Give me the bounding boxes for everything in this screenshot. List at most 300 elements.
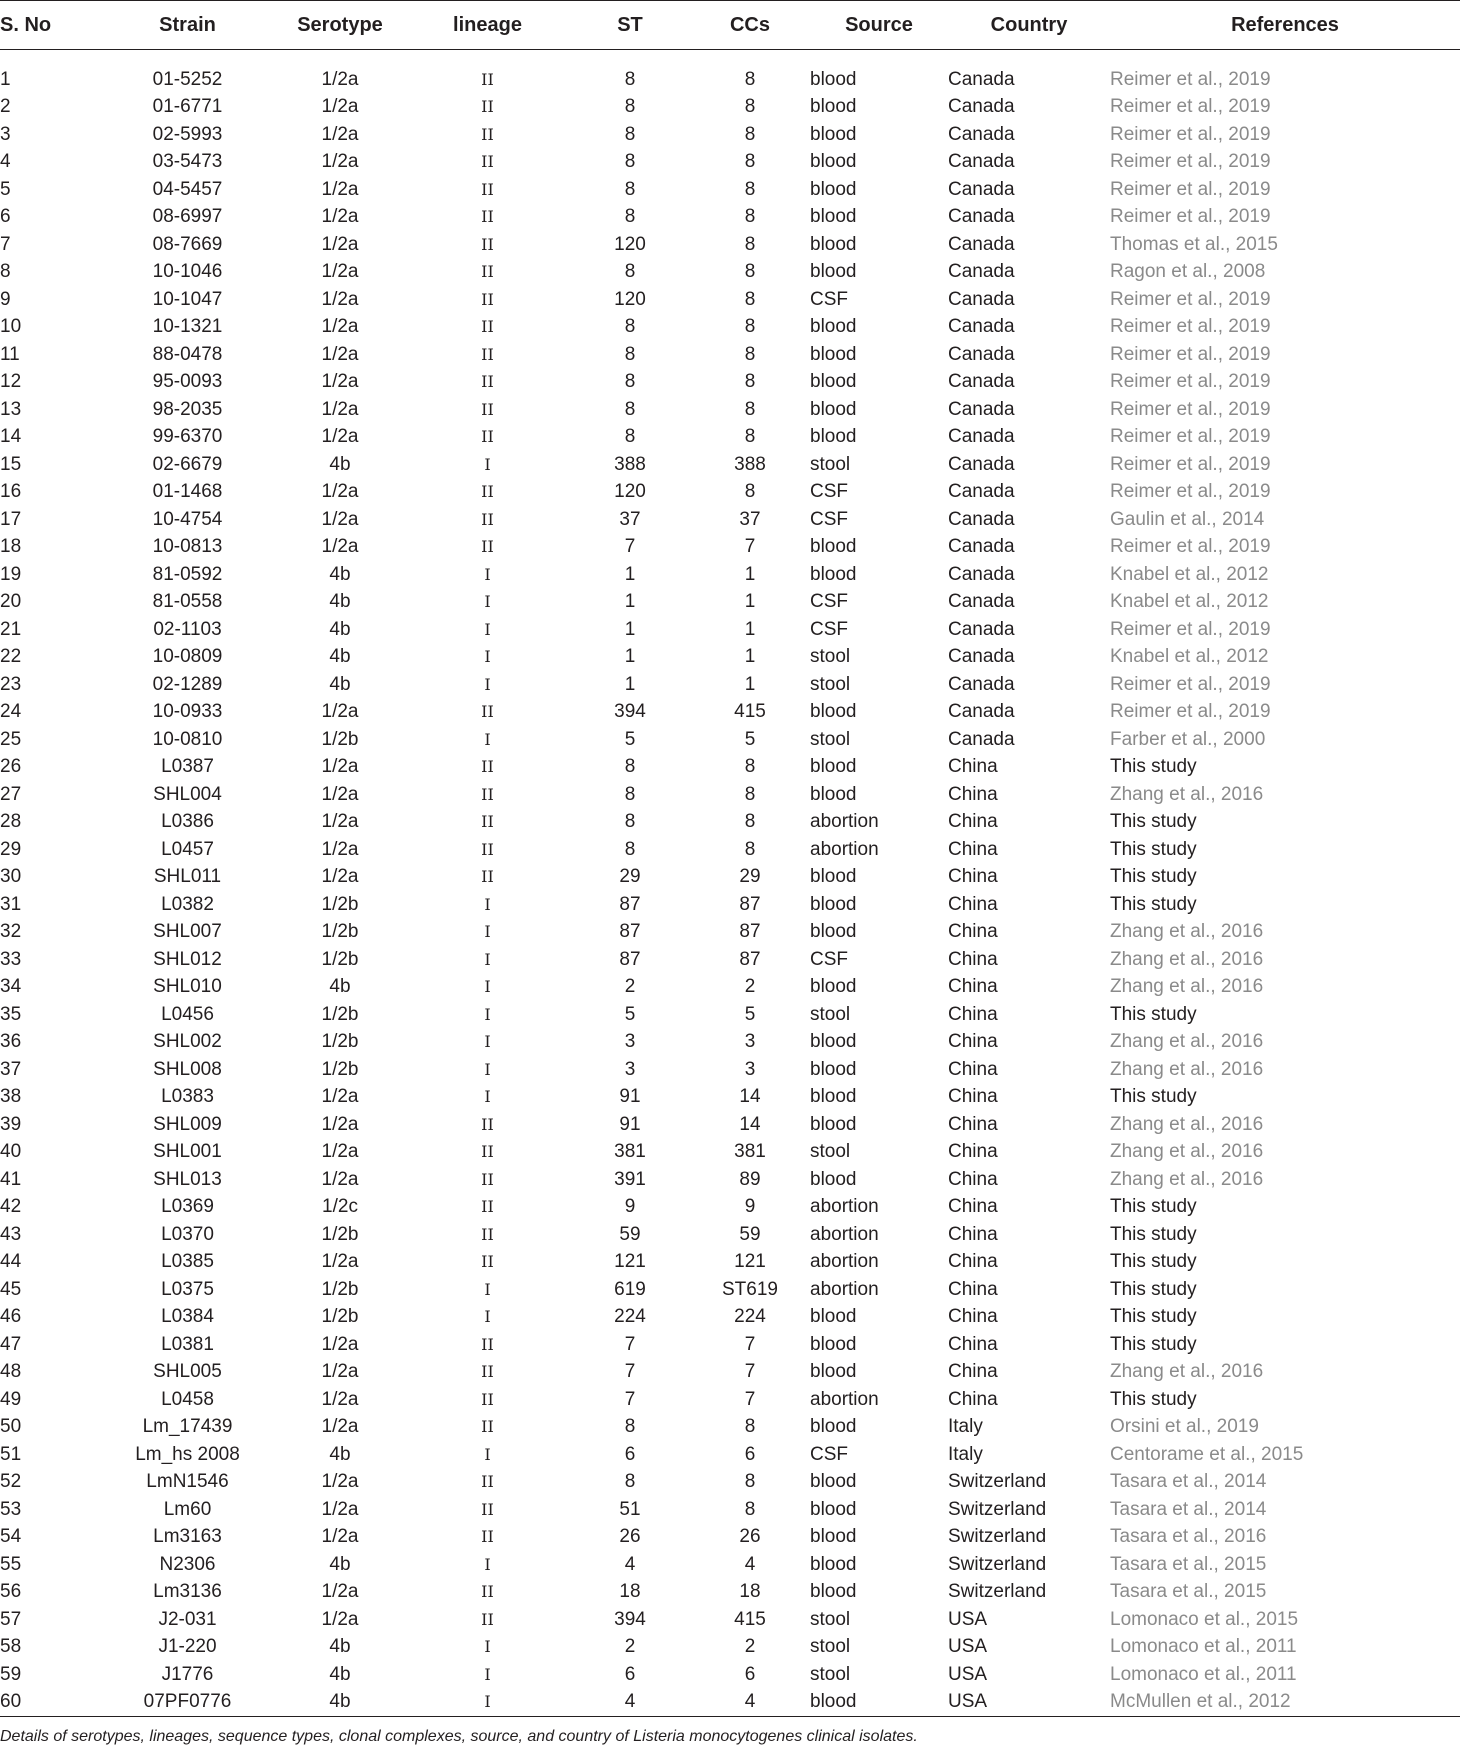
cell-ccs: 2 xyxy=(744,976,756,998)
cell-ccs: 2 xyxy=(744,1636,756,1658)
cell-country: Canada xyxy=(948,591,1015,613)
cell-source: blood xyxy=(810,1306,857,1328)
cell-reference: Orsini et al., 2019 xyxy=(1110,1416,1259,1438)
cell-st: 1 xyxy=(624,673,636,695)
cell-st: 619 xyxy=(614,1278,646,1300)
cell-strain: SHL008 xyxy=(153,1058,222,1080)
cell-serotype: 1/2a xyxy=(321,1581,359,1603)
table-row xyxy=(0,946,1460,974)
cell-reference: Reimer et al., 2019 xyxy=(1110,68,1271,90)
cell-ccs: 224 xyxy=(734,1306,766,1328)
cell-ccs: 388 xyxy=(734,453,766,475)
cell-reference: Lomonaco et al., 2011 xyxy=(1110,1663,1297,1685)
table-row xyxy=(0,1084,1460,1112)
cell-strain: SHL004 xyxy=(153,783,222,805)
cell-serotype: 1/2a xyxy=(321,701,359,723)
cell-serotype: 4b xyxy=(329,1443,351,1465)
cell-ccs: 4 xyxy=(690,1689,810,1717)
cell-source: blood xyxy=(810,1471,857,1493)
cell-st: 381 xyxy=(614,1141,646,1163)
cell-ccs: 415 xyxy=(734,1608,766,1630)
cell-lineage: I xyxy=(484,1554,491,1574)
cell-sno: 18 xyxy=(0,536,22,558)
cell-lineage: I xyxy=(484,894,491,914)
cell-ccs: 3 xyxy=(744,1058,756,1080)
cell-country: Italy xyxy=(948,1443,983,1465)
cell-reference: Centorame et al., 2015 xyxy=(1110,1443,1304,1465)
cell-source: stool xyxy=(810,646,851,668)
cell-strain: L0386 xyxy=(161,811,214,833)
cell-reference: Zhang et al., 2016 xyxy=(1110,921,1264,943)
cell-source: stool xyxy=(810,673,851,695)
cell-sno: 14 xyxy=(0,426,22,448)
cell-source: CSF xyxy=(810,288,848,310)
cell-ccs: 5 xyxy=(744,728,756,750)
cell-lineage: II xyxy=(481,152,494,172)
cell-strain: LmN1546 xyxy=(146,1471,229,1493)
cell-source: abortion xyxy=(810,811,879,833)
cell-sno: 52 xyxy=(0,1471,22,1493)
cell-lineage: II xyxy=(481,207,494,227)
cell-sno: 32 xyxy=(0,921,22,943)
cell-sno: 13 xyxy=(0,398,22,420)
table-row xyxy=(0,781,1460,809)
cell-country: China xyxy=(948,921,998,943)
cell-ccs: 14 xyxy=(739,1086,761,1108)
cell-country: Switzerland xyxy=(948,1581,1047,1603)
cell-reference: This study xyxy=(1110,1388,1197,1410)
table-row xyxy=(0,1524,1460,1552)
cell-st: 8 xyxy=(624,261,636,283)
cell-strain: Lm3163 xyxy=(153,1526,222,1548)
cell-source: blood xyxy=(810,1113,857,1135)
cell-serotype: 1/2c xyxy=(322,1196,358,1218)
cell-country: Canada xyxy=(948,151,1015,173)
cell-reference: Zhang et al., 2016 xyxy=(1110,1361,1264,1383)
cell-ccs: 8 xyxy=(744,151,756,173)
cell-strain: Lm60 xyxy=(163,1498,212,1520)
cell-serotype: 1/2b xyxy=(321,1223,359,1245)
table-row xyxy=(0,176,1460,204)
cell-serotype: 1/2a xyxy=(321,343,359,365)
cell-lineage: I xyxy=(484,1307,491,1327)
cell-country: Canada xyxy=(948,96,1015,118)
cell-source: abortion xyxy=(810,1251,879,1273)
cell-country: China xyxy=(948,976,998,998)
cell-reference: Zhang et al., 2016 xyxy=(1110,1058,1264,1080)
cell-st: 6 xyxy=(624,1443,636,1465)
cell-country: China xyxy=(948,838,998,860)
cell-country: China xyxy=(948,948,998,970)
table-row xyxy=(0,1056,1460,1084)
cell-st: 120 xyxy=(614,481,646,503)
cell-lineage: I xyxy=(484,619,491,639)
cell-st: 394 xyxy=(614,1608,646,1630)
cell-source: blood xyxy=(810,1581,857,1603)
table-row xyxy=(0,561,1460,589)
cell-strain: N2306 xyxy=(159,1553,216,1575)
cell-source: stool xyxy=(810,1141,851,1163)
cell-serotype: 1/2a xyxy=(321,756,359,778)
cell-serotype: 4b xyxy=(329,673,351,695)
cell-reference: Knabel et al., 2012 xyxy=(1110,646,1269,668)
cell-lineage: II xyxy=(481,1362,494,1382)
cell-st: 8 xyxy=(624,316,636,338)
cell-sno: 3 xyxy=(0,123,11,145)
cell-country: Canada xyxy=(948,343,1015,365)
cell-st: 1 xyxy=(624,563,636,585)
table-row xyxy=(0,121,1460,149)
cell-ccs: 18 xyxy=(739,1581,761,1603)
cell-country: Canada xyxy=(948,123,1015,145)
cell-serotype: 1/2a xyxy=(321,1168,359,1190)
cell-lineage: I xyxy=(484,922,491,942)
cell-strain: 07PF0776 xyxy=(100,1689,275,1717)
cell-reference: This study xyxy=(1110,1306,1197,1328)
cell-lineage: II xyxy=(481,69,494,89)
cell-ccs: 8 xyxy=(744,96,756,118)
cell-st: 87 xyxy=(619,921,641,943)
cell-sno: 19 xyxy=(0,563,22,585)
cell-country: Canada xyxy=(948,68,1015,90)
cell-source: abortion xyxy=(810,1196,879,1218)
cell-country: China xyxy=(948,1251,998,1273)
cell-ccs: 14 xyxy=(739,1113,761,1135)
cell-serotype: 1/2a xyxy=(321,1471,359,1493)
table-row xyxy=(0,396,1460,424)
col-header-source: Source xyxy=(810,1,948,50)
cell-st: 8 xyxy=(624,811,636,833)
cell-serotype: 4b xyxy=(329,976,351,998)
cell-reference: Farber et al., 2000 xyxy=(1110,728,1266,750)
cell-country: Canada xyxy=(948,261,1015,283)
cell-country: Canada xyxy=(948,536,1015,558)
cell-ccs: 8 xyxy=(744,316,756,338)
cell-serotype: 1/2b xyxy=(321,1058,359,1080)
cell-serotype: 1/2a xyxy=(321,151,359,173)
cell-country: Canada xyxy=(948,673,1015,695)
cell-source: CSF xyxy=(810,948,848,970)
cell-lineage: II xyxy=(481,1417,494,1437)
cell-country: China xyxy=(948,1113,998,1135)
cell-strain: 01-6771 xyxy=(152,96,223,118)
table-row xyxy=(0,1249,1460,1277)
cell-ccs: 8 xyxy=(744,206,756,228)
cell-ccs: 8 xyxy=(744,811,756,833)
cell-country: Canada xyxy=(948,508,1015,530)
cell-sno: 29 xyxy=(0,838,22,860)
cell-reference: Lomonaco et al., 2011 xyxy=(1110,1636,1297,1658)
cell-lineage: II xyxy=(481,537,494,557)
cell-lineage: II xyxy=(481,702,494,722)
cell-reference: Reimer et al., 2019 xyxy=(1110,673,1271,695)
cell-source: stool xyxy=(810,1663,851,1685)
cell-source: blood xyxy=(810,536,857,558)
cell-st: 9 xyxy=(624,1196,636,1218)
table-row xyxy=(0,809,1460,837)
cell-source: stool xyxy=(810,453,851,475)
table-row xyxy=(0,231,1460,259)
cell-lineage: II xyxy=(481,124,494,144)
cell-st: 121 xyxy=(614,1251,646,1273)
cell-sno: 50 xyxy=(0,1416,22,1438)
cell-ccs: 87 xyxy=(739,921,761,943)
cell-country: Italy xyxy=(948,1416,983,1438)
table-row xyxy=(0,1414,1460,1442)
cell-st: 59 xyxy=(619,1223,641,1245)
cell-sno: 59 xyxy=(0,1663,22,1685)
cell-serotype: 1/2b xyxy=(321,728,359,750)
cell-ccs: 8 xyxy=(744,288,756,310)
table-row xyxy=(0,1304,1460,1332)
table-row xyxy=(0,1111,1460,1139)
cell-source: stool xyxy=(810,1608,851,1630)
table-row xyxy=(0,1634,1460,1662)
table-row xyxy=(0,1469,1460,1497)
cell-strain: 01-1468 xyxy=(152,481,223,503)
cell-ccs: 7 xyxy=(744,1388,756,1410)
cell-reference: Tasara et al., 2014 xyxy=(1110,1471,1267,1493)
cell-strain: 10-4754 xyxy=(152,508,223,530)
cell-st: 4 xyxy=(570,1689,690,1717)
cell-st: 87 xyxy=(619,948,641,970)
cell-serotype: 1/2a xyxy=(321,426,359,448)
cell-ccs: 8 xyxy=(744,398,756,420)
cell-ccs: 8 xyxy=(744,481,756,503)
cell-source: CSF xyxy=(810,618,848,640)
cell-reference: This study xyxy=(1110,1278,1197,1300)
table-row xyxy=(0,1386,1460,1414)
cell-country: China xyxy=(948,1278,998,1300)
cell-strain: 81-0592 xyxy=(152,563,223,585)
cell-sno: 10 xyxy=(0,316,22,338)
table-row xyxy=(0,94,1460,122)
cell-ccs: 8 xyxy=(744,783,756,805)
cell-st: 3 xyxy=(624,1031,636,1053)
cell-ccs: 6 xyxy=(744,1663,756,1685)
cell-strain: SHL009 xyxy=(153,1113,222,1135)
cell-reference: Reimer et al., 2019 xyxy=(1110,453,1271,475)
cell-country: Canada xyxy=(948,233,1015,255)
cell-strain: 99-6370 xyxy=(152,426,223,448)
cell-country: USA xyxy=(948,1608,988,1630)
cell-st: 388 xyxy=(614,453,646,475)
table-row xyxy=(0,314,1460,342)
cell-source: blood xyxy=(810,1058,857,1080)
table-row xyxy=(0,534,1460,562)
cell-source: blood xyxy=(810,563,857,585)
cell-st: 8 xyxy=(624,1416,636,1438)
cell-serotype: 1/2b xyxy=(321,1031,359,1053)
cell-lineage: I xyxy=(484,1059,491,1079)
cell-source: blood xyxy=(810,976,857,998)
cell-sno: 60 xyxy=(0,1689,100,1717)
cell-st: 120 xyxy=(614,233,646,255)
cell-reference: Thomas et al., 2015 xyxy=(1110,233,1278,255)
cell-ccs: 6 xyxy=(744,1443,756,1465)
cell-serotype: 4b xyxy=(329,453,351,475)
cell-st: 37 xyxy=(619,508,641,530)
table-row xyxy=(0,1001,1460,1029)
cell-sno: 1 xyxy=(0,68,11,90)
cell-reference: This study xyxy=(1110,811,1197,833)
cell-strain: 10-0810 xyxy=(152,728,223,750)
cell-country: China xyxy=(948,756,998,778)
cell-sno: 48 xyxy=(0,1361,22,1383)
cell-serotype: 1/2a xyxy=(321,1526,359,1548)
cell-strain: 02-1289 xyxy=(152,673,223,695)
cell-reference: This study xyxy=(1110,1196,1197,1218)
cell-country: Canada xyxy=(948,178,1015,200)
cell-st: 5 xyxy=(624,1003,636,1025)
cell-reference: Reimer et al., 2019 xyxy=(1110,371,1271,393)
cell-ccs: 89 xyxy=(739,1168,761,1190)
cell-lineage: II xyxy=(481,1114,494,1134)
cell-lineage: II xyxy=(481,317,494,337)
cell-sno: 31 xyxy=(0,893,22,915)
cell-sno: 53 xyxy=(0,1498,22,1520)
cell-ccs: 1 xyxy=(744,563,756,585)
cell-lineage: II xyxy=(481,372,494,392)
cell-country: Switzerland xyxy=(948,1498,1047,1520)
cell-country: China xyxy=(948,1003,998,1025)
cell-reference: Lomonaco et al., 2015 xyxy=(1110,1608,1299,1630)
cell-serotype: 4b xyxy=(329,563,351,585)
cell-sno: 42 xyxy=(0,1196,22,1218)
cell-source: blood xyxy=(810,783,857,805)
table-row xyxy=(0,644,1460,672)
cell-source: blood xyxy=(810,756,857,778)
cell-sno: 43 xyxy=(0,1223,22,1245)
cell-st: 3 xyxy=(624,1058,636,1080)
cell-lineage: II xyxy=(481,1472,494,1492)
cell-st: 1 xyxy=(624,591,636,613)
cell-ccs: 8 xyxy=(744,426,756,448)
cell-lineage: I xyxy=(484,1664,491,1684)
cell-st: 4 xyxy=(624,1553,636,1575)
cell-sno: 6 xyxy=(0,206,11,228)
cell-source: blood xyxy=(810,96,857,118)
cell-country: China xyxy=(948,1361,998,1383)
cell-sno: 17 xyxy=(0,508,22,530)
cell-country: China xyxy=(948,1141,998,1163)
cell-serotype: 1/2a xyxy=(321,178,359,200)
cell-lineage: II xyxy=(481,234,494,254)
cell-st: 91 xyxy=(619,1086,641,1108)
cell-lineage: I xyxy=(484,1637,491,1657)
cell-ccs: 8 xyxy=(744,343,756,365)
cell-strain: SHL011 xyxy=(153,866,222,888)
cell-lineage: I xyxy=(484,949,491,969)
cell-lineage: I xyxy=(484,647,491,667)
cell-lineage: II xyxy=(481,509,494,529)
cell-lineage: II xyxy=(481,1582,494,1602)
cell-source: blood xyxy=(810,316,857,338)
table-row xyxy=(0,451,1460,479)
cell-strain: 03-5473 xyxy=(152,151,223,173)
cell-strain: L0384 xyxy=(161,1306,214,1328)
cell-source: CSF xyxy=(810,591,848,613)
cell-lineage: I xyxy=(484,1004,491,1024)
table-row xyxy=(0,1579,1460,1607)
cell-st: 8 xyxy=(624,343,636,365)
cell-strain: Lm_hs 2008 xyxy=(135,1443,240,1465)
cell-lineage: II xyxy=(481,1389,494,1409)
cell-st: 8 xyxy=(624,178,636,200)
cell-source: blood xyxy=(810,1416,857,1438)
cell-serotype: 1/2a xyxy=(321,1141,359,1163)
cell-sno: 34 xyxy=(0,976,22,998)
cell-serotype: 4b xyxy=(329,646,351,668)
cell-lineage: II xyxy=(481,839,494,859)
cell-serotype: 4b xyxy=(329,618,351,640)
cell-strain: SHL010 xyxy=(153,976,222,998)
cell-source: blood xyxy=(810,261,857,283)
col-header-country: Country xyxy=(948,1,1110,50)
cell-reference: Zhang et al., 2016 xyxy=(1110,783,1264,805)
cell-country: Canada xyxy=(948,426,1015,448)
cell-sno: 46 xyxy=(0,1306,22,1328)
cell-st: 87 xyxy=(619,893,641,915)
cell-country: Switzerland xyxy=(948,1526,1047,1548)
cell-reference: Reimer et al., 2019 xyxy=(1110,178,1271,200)
cell-ccs: 87 xyxy=(739,893,761,915)
cell-serotype: 1/2a xyxy=(321,536,359,558)
cell-sno: 56 xyxy=(0,1581,22,1603)
cell-serotype: 4b xyxy=(329,1553,351,1575)
cell-sno: 27 xyxy=(0,783,22,805)
cell-source: blood xyxy=(810,1168,857,1190)
cell-ccs: 7 xyxy=(744,1333,756,1355)
table-row xyxy=(0,616,1460,644)
table-row xyxy=(0,1139,1460,1167)
cell-lineage: II xyxy=(481,344,494,364)
cell-sno: 35 xyxy=(0,1003,22,1025)
cell-source: abortion xyxy=(810,1223,879,1245)
cell-strain: L0370 xyxy=(161,1223,214,1245)
table-row xyxy=(0,1276,1460,1304)
cell-source: blood xyxy=(810,1031,857,1053)
cell-lineage: I xyxy=(484,977,491,997)
cell-lineage: II xyxy=(481,1224,494,1244)
cell-source: abortion xyxy=(810,1278,879,1300)
cell-strain: J1776 xyxy=(161,1663,214,1685)
cell-strain: J1-220 xyxy=(158,1636,217,1658)
cell-sno: 58 xyxy=(0,1636,22,1658)
cell-sno: 28 xyxy=(0,811,22,833)
table-row xyxy=(0,699,1460,727)
cell-lineage: I xyxy=(484,1444,491,1464)
cell-source: CSF xyxy=(810,481,848,503)
cell-st: 1 xyxy=(624,618,636,640)
table-row xyxy=(0,479,1460,507)
cell-strain: SHL007 xyxy=(153,921,222,943)
cell-source: stool xyxy=(810,1636,851,1658)
cell-serotype: 1/2a xyxy=(321,371,359,393)
col-header-strain: Strain xyxy=(100,1,275,50)
table-row xyxy=(0,1551,1460,1579)
cell-sno: 38 xyxy=(0,1086,22,1108)
table-row xyxy=(0,1661,1460,1689)
cell-reference: Reimer et al., 2019 xyxy=(1110,481,1271,503)
cell-st: 120 xyxy=(614,288,646,310)
cell-country: USA xyxy=(948,1663,988,1685)
cell-sno: 55 xyxy=(0,1553,22,1575)
cell-serotype: 1/2a xyxy=(321,96,359,118)
cell-st: 8 xyxy=(624,96,636,118)
cell-reference: Tasara et al., 2015 xyxy=(1110,1553,1267,1575)
cell-lineage: II xyxy=(481,482,494,502)
